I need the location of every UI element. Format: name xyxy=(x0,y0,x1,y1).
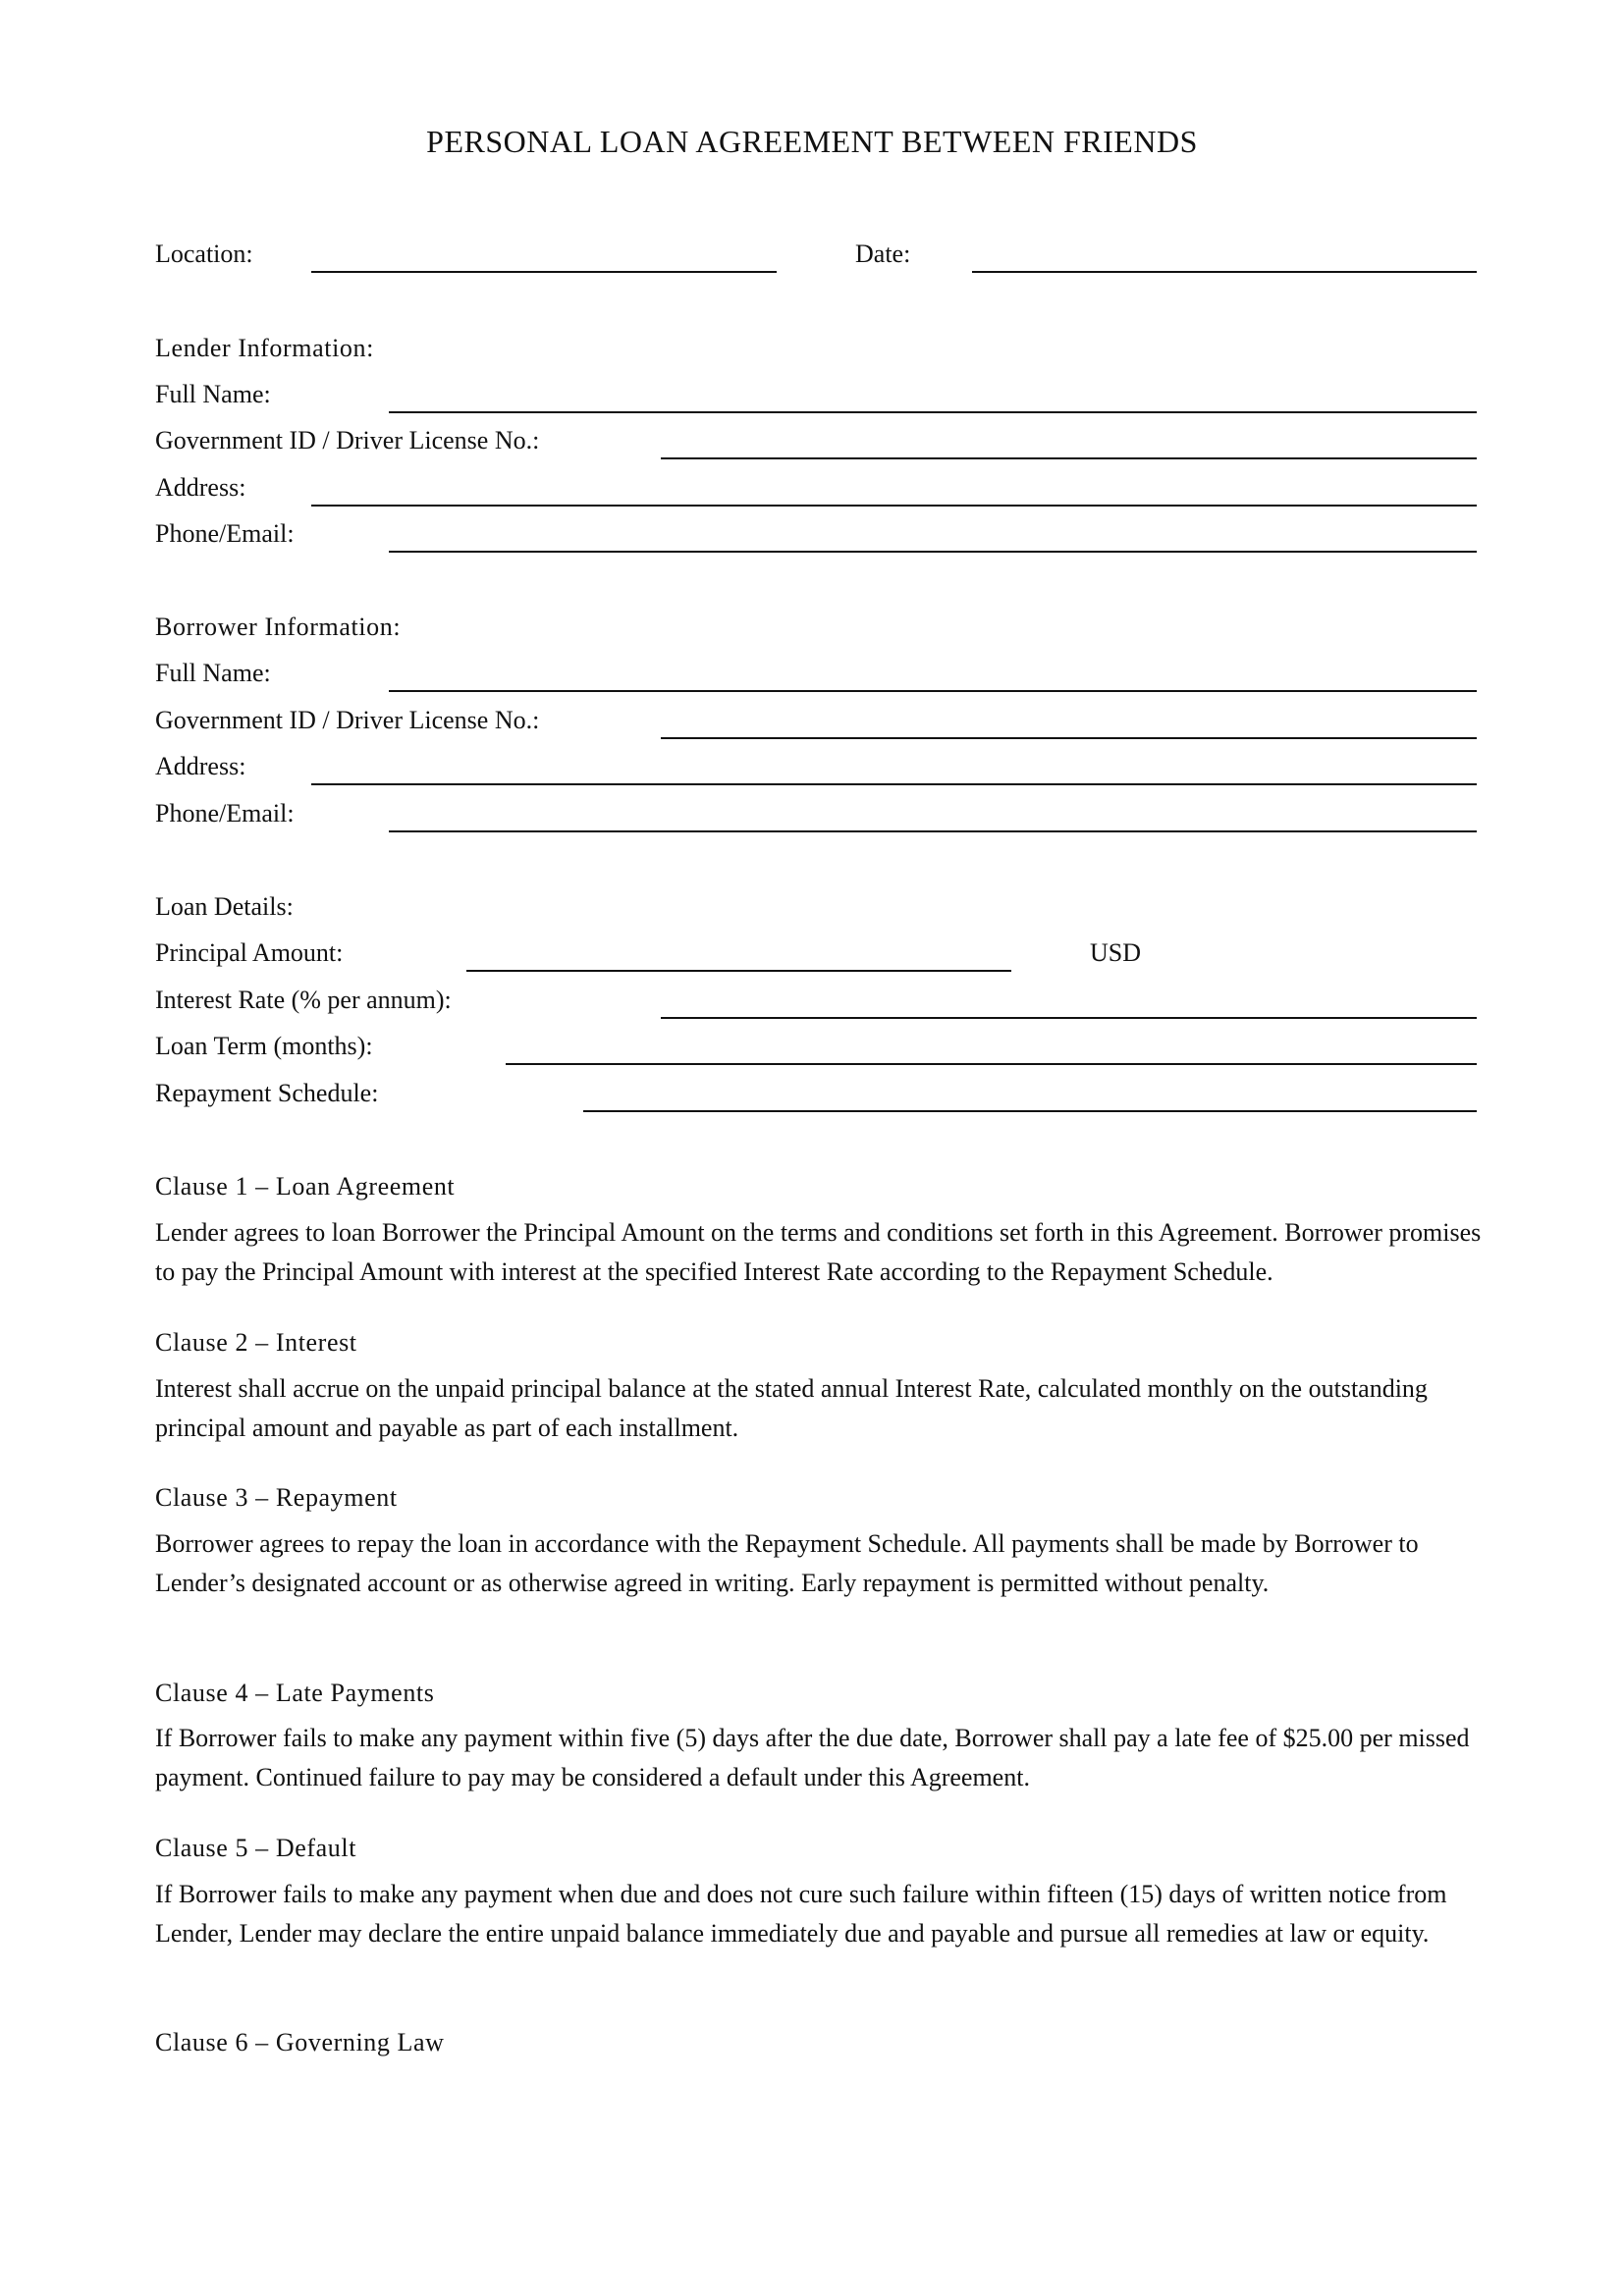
currency-label: USD xyxy=(1090,938,1142,967)
clause-3-text: Borrower agrees to repay the loan in accordance with the Repayment Schedule. All payments shall be made by Borrower to Lender’s designated account or as otherwise agreed in writing. Early repayment is permitted without penalty. xyxy=(155,1529,1419,1597)
borrower-gov-id-field[interactable] xyxy=(661,737,1477,739)
location-field[interactable] xyxy=(311,271,777,273)
clause-6-title: Clause 6 – Governing Law xyxy=(155,2028,445,2056)
lender-heading: Lender Information: xyxy=(155,334,374,362)
location-label: Location: xyxy=(155,240,253,268)
lender-gov-id-field[interactable] xyxy=(661,457,1477,459)
lender-full-name-field[interactable] xyxy=(389,411,1477,413)
lender-phone-label: Phone/Email: xyxy=(155,519,295,548)
borrower-phone-field[interactable] xyxy=(389,830,1477,832)
clause-5-text: If Borrower fails to make any payment when due and does not cure such failure within fifteen (15) days of written notice from Lender, Lender may declare the entire unpaid balance immediately due and payable and pursue all remedies at law or equity. xyxy=(155,1880,1447,1948)
borrower-address-label: Address: xyxy=(155,752,246,780)
document-title: PERSONAL LOAN AGREEMENT BETWEEN FRIENDS xyxy=(426,124,1198,159)
borrower-heading: Borrower Information: xyxy=(155,613,402,641)
principal-amount-field[interactable] xyxy=(466,970,1011,972)
loan-term-field[interactable] xyxy=(506,1063,1477,1065)
repayment-schedule-label: Repayment Schedule: xyxy=(155,1079,379,1107)
interest-rate-field[interactable] xyxy=(661,1017,1477,1019)
borrower-full-name-field[interactable] xyxy=(389,690,1477,692)
clause-3-title: Clause 3 – Repayment xyxy=(155,1483,398,1512)
clause-2-text: Interest shall accrue on the unpaid principal balance at the stated annual Interest Rate, calculated monthly on the outstanding principal amount and payable as part of each installment. xyxy=(155,1374,1428,1442)
clause-5-title: Clause 5 – Default xyxy=(155,1834,357,1862)
clause-1-text: Lender agrees to loan Borrower the Principal Amount on the terms and conditions set forth in this Agreement. Borrower promises to pay the Principal Amount with interest at the specified Interest Rate according to the Repayment Schedule. xyxy=(155,1218,1482,1286)
clause-4-text: If Borrower fails to make any payment within five (5) days after the due date, Borrower shall pay a late fee of $25.00 per missed payment. Continued failure to pay may be considered a default under this Agreement. xyxy=(155,1724,1470,1791)
lender-phone-field[interactable] xyxy=(389,551,1477,553)
borrower-gov-id-label: Government ID / Driver License No.: xyxy=(155,706,540,734)
date-label: Date: xyxy=(855,240,911,268)
borrower-full-name-label: Full Name: xyxy=(155,659,271,687)
lender-full-name-label: Full Name: xyxy=(155,380,271,408)
clause-4-title: Clause 4 – Late Payments xyxy=(155,1679,435,1707)
borrower-address-field[interactable] xyxy=(311,783,1477,785)
date-field[interactable] xyxy=(972,271,1477,273)
loan-term-label: Loan Term (months): xyxy=(155,1032,373,1060)
lender-gov-id-label: Government ID / Driver License No.: xyxy=(155,426,540,454)
loan-details-heading: Loan Details: xyxy=(155,892,294,921)
repayment-schedule-field[interactable] xyxy=(583,1110,1477,1112)
lender-address-label: Address: xyxy=(155,473,246,502)
clause-2-title: Clause 2 – Interest xyxy=(155,1328,357,1357)
interest-rate-label: Interest Rate (% per annum): xyxy=(155,986,452,1014)
lender-address-field[interactable] xyxy=(311,505,1477,507)
borrower-phone-label: Phone/Email: xyxy=(155,799,295,828)
clause-1-title: Clause 1 – Loan Agreement xyxy=(155,1172,456,1201)
principal-amount-label: Principal Amount: xyxy=(155,938,344,967)
